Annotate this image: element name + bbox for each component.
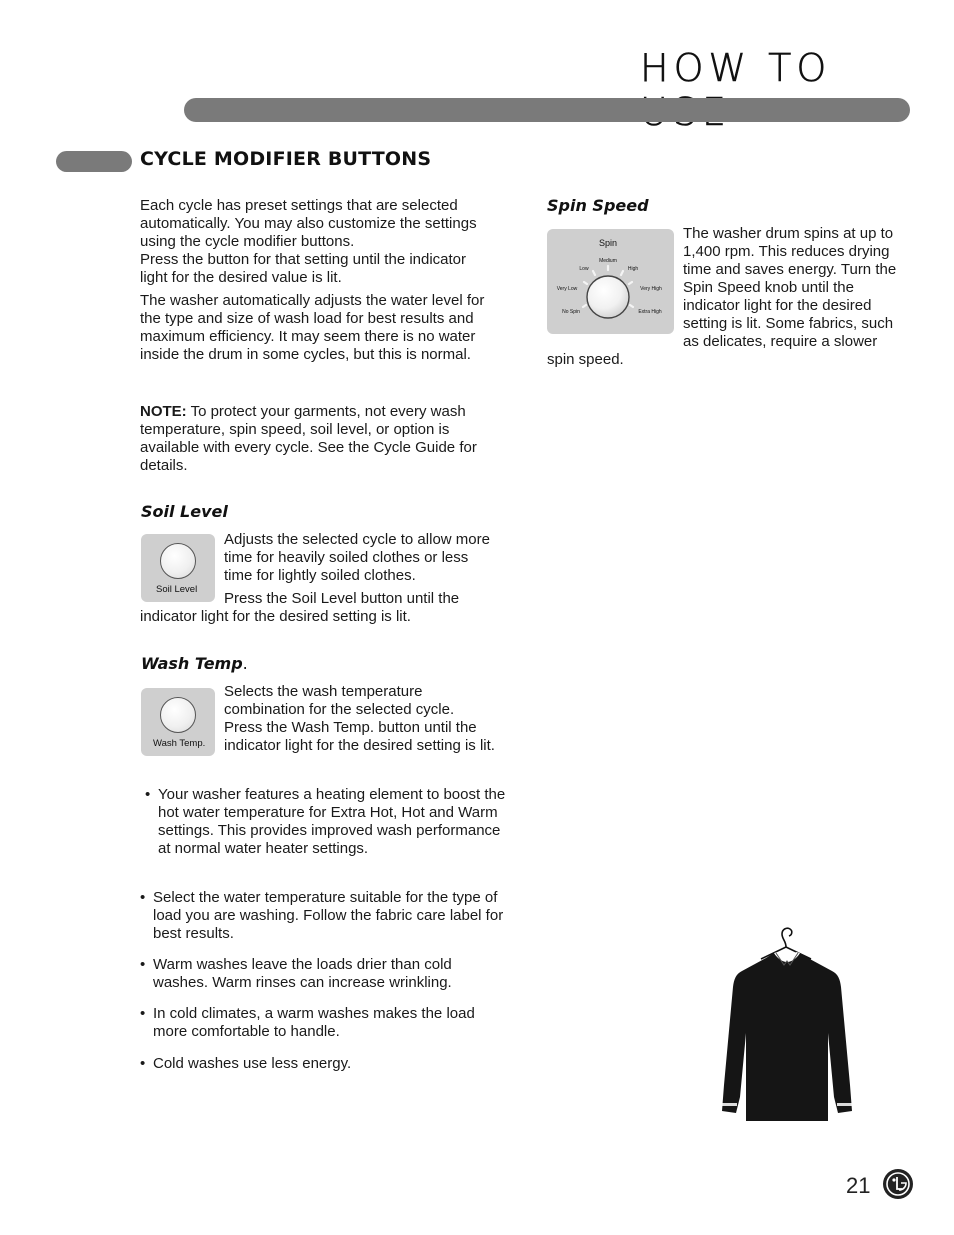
wash-temp-bullet-3 [140, 956, 508, 992]
intro-paragraph-1: Each cycle has preset settings that are selected automatically. You may also customize the settings using the cycle modifier buttons. [140, 197, 477, 250]
wash-temp-bullet-4 [140, 1005, 508, 1041]
note-label: NOTE: [140, 403, 187, 420]
header-bar [184, 98, 910, 122]
page-header-title: HOW TO [640, 46, 832, 90]
bullet-mark: • [140, 1005, 146, 1022]
intro-block [140, 197, 495, 364]
bullet-text: Warm washes leave the loads drier than cold washes. Warm rinses can increase wrinkling. [153, 956, 452, 991]
wash-temp-button-panel [141, 688, 215, 756]
knob-label-extra-high: Extra High [638, 309, 662, 315]
knob-label-medium: Medium [599, 258, 617, 264]
wash-temp-paragraph-1: Selects the wash temperature combination for the selected cycle. Press the Wash Temp. button until the indicator light for the desired setting is lit. [224, 683, 495, 754]
knob-label-low: Low [579, 266, 589, 272]
knob-float-spacer [547, 225, 683, 351]
wash-temp-heading [141, 654, 248, 673]
section-title: CYCLE MODIFIER BUTTONS [140, 148, 432, 170]
bullet-mark: • [145, 786, 151, 803]
knob-label-very-low: Very Low [556, 286, 578, 292]
spin-speed-heading: Spin Speed [547, 196, 649, 215]
bullet-text: In cold climates, a warm washes makes the load more comfortable to handle. [153, 1005, 475, 1040]
bullet-mark: • [140, 1055, 146, 1072]
soil-level-button[interactable] [160, 543, 196, 579]
wash-temp-bullet-1 [145, 786, 508, 858]
bullet-text: Cold washes use less energy. [153, 1055, 352, 1072]
soil-level-heading: Soil Level [141, 502, 228, 521]
lg-logo-icon [882, 1168, 914, 1200]
wash-temp-heading-suffix: . [242, 654, 248, 673]
wash-temp-bullet-5 [140, 1055, 508, 1073]
knob-label-high: High [627, 266, 639, 272]
spin-speed-paragraph [547, 225, 897, 369]
wash-temp-heading-text: Wash Temp [141, 654, 243, 673]
note-paragraph [140, 403, 495, 475]
bullet-text: Your washer features a heating element to boost the hot water temperature for Extra Hot, Hot and Warm settings. This provides improved wash performance at normal water heater settings. [158, 786, 506, 857]
section-pill [56, 151, 132, 172]
knob-label-no-spin: No Spin [562, 309, 580, 315]
wash-temp-bullet-2 [140, 889, 508, 943]
bullet-mark: • [140, 889, 146, 906]
knob-title: Spin [598, 238, 618, 248]
wash-temp-button-label: Wash Temp. [153, 738, 206, 749]
soil-level-button-label: Soil Level [156, 584, 198, 595]
shirt-on-hanger-icon [716, 925, 858, 1121]
intro-paragraph-1b: Press the button for that setting until the indicator light for the desired value is lit. [140, 251, 467, 286]
note-text: To protect your garments, not every wash temperature, spin speed, soil level, or option is available with every cycle. See the Cycle Guide for details. [140, 403, 477, 474]
intro-paragraph-2: The washer automatically adjusts the water level for the type and size of wash load for best results and maximum efficiency. It may seem there is no water inside the drum in some cycles, but this is normal. [140, 292, 485, 363]
spin-speed-text: The washer drum spins at up to 1,400 rpm. This reduces drying time and saves energy. Turn the Spin Speed knob until the indicator light for the desired setting is lit. Some fabrics, such as delicates, require a slower spin speed. [547, 225, 897, 368]
lg-logo-text: LG [898, 1198, 900, 1199]
page-number: 21 [846, 1173, 871, 1198]
bullet-mark: • [140, 956, 146, 973]
soil-level-paragraph-2: Press the Soil Level button until the indicator light for the desired setting is lit. [140, 590, 460, 625]
bullet-text: Select the water temperature suitable for the type of load you are washing. Follow the fabric care label for best results. [153, 889, 504, 942]
wash-temp-button[interactable] [160, 697, 196, 733]
knob-label-very-high: Very High [640, 286, 662, 292]
soil-level-paragraph-1: Adjusts the selected cycle to allow more time for heavily soiled clothes or less time for lightly soiled clothes. [224, 531, 490, 584]
